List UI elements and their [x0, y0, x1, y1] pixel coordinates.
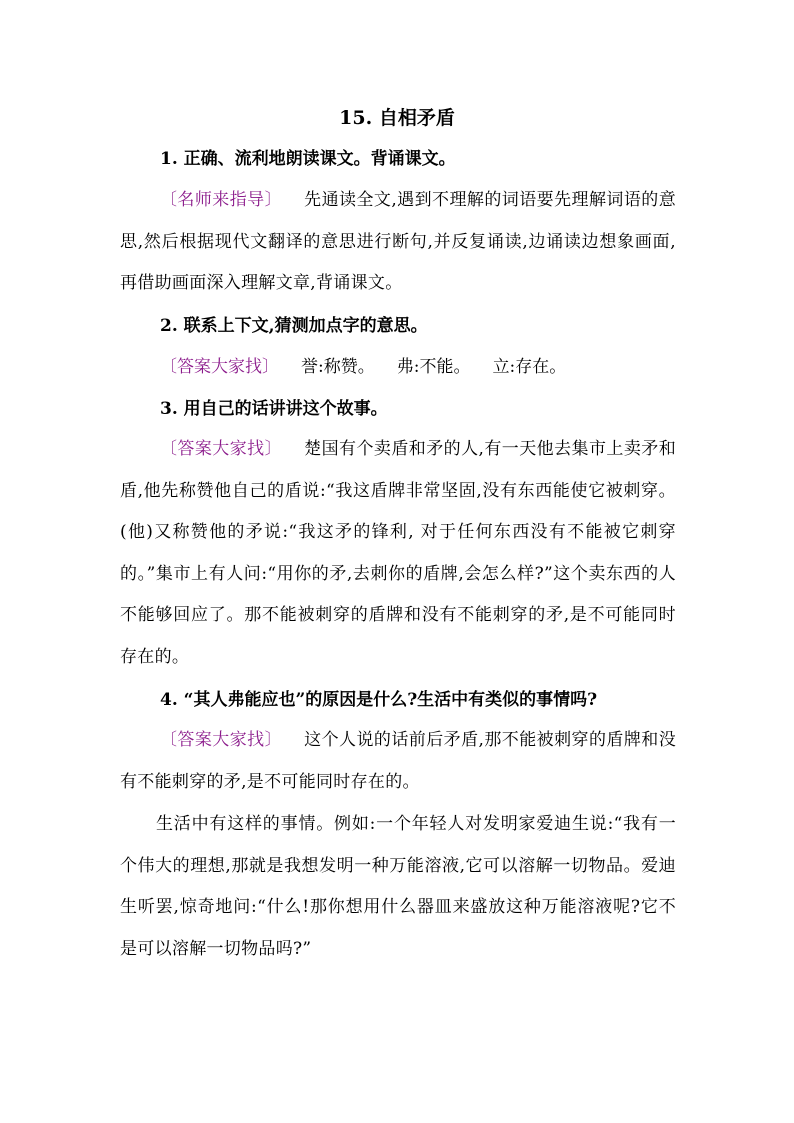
- question-2-answer: [160, 353, 566, 381]
- question-1-answer-text: 先通读全文,遇到不理解的词语要先理解词语的意思,然后根据现代文翻译的意思进行断句,并反复诵读,边诵读边想象画面,再借助画面深入理解文章,背诵课文。: [120, 190, 676, 293]
- question-3-heading: 3. 用自己的话讲讲这个故事。: [160, 399, 388, 419]
- question-4-answer: [120, 720, 676, 803]
- question-4-answer-text: 这个人说的话前后矛盾,那不能被刺穿的盾牌和没有不能刺穿的矛,是不可能同时存在的。: [120, 730, 676, 792]
- answer-tag: 〔答案大家找〕: [160, 439, 283, 459]
- answer-item: 弗:不能。: [396, 357, 471, 377]
- question-1-heading: 1. 正确、流利地朗读课文。背诵课文。: [160, 149, 456, 169]
- answer-item: 立:存在。: [492, 357, 567, 377]
- question-3-answer: [120, 429, 676, 678]
- question-4-heading: 4. “其人弗能应也”的原因是什么?生活中有类似的事情吗?: [160, 690, 598, 710]
- question-1-answer: [120, 180, 676, 305]
- teacher-guide-tag: 〔名师来指导〕: [160, 190, 283, 210]
- question-3-answer-text: 楚国有个卖盾和矛的人,有一天他去集市上卖矛和盾,他先称赞他自己的盾说:“我这盾牌非常坚固,没有东西能使它被刺穿。(他)又称赞他的矛说:“我这矛的锋利, 对于任何东西没有不能被它刺穿的。”集市上有人问:“用你的矛,去刺你的盾牌,会怎么样?”这个卖东西的人不能够回应了。那不能被刺穿的盾牌和没有不能刺穿的矛,是不可能同时存在的。: [120, 439, 676, 667]
- answer-item: 誉:称赞。: [301, 357, 375, 377]
- question-4-example: 生活中有这样的事情。例如:一个年轻人对发明家爱迪生说:“我有一个伟大的理想,那就是我想发明一种万能溶液,它可以溶解一切物品。爱迪生听罢,惊奇地问:“什么!那你想用什么器皿来盛放这种万能溶液呢?它不是可以溶解一切物品吗?”: [120, 814, 676, 959]
- page-title: 15. 自相矛盾: [339, 107, 455, 129]
- answer-tag: 〔答案大家找〕: [160, 730, 283, 750]
- answer-tag: 〔答案大家找〕: [160, 357, 279, 377]
- question-2-heading: 2. 联系上下文,猜测加点字的意思。: [160, 316, 428, 336]
